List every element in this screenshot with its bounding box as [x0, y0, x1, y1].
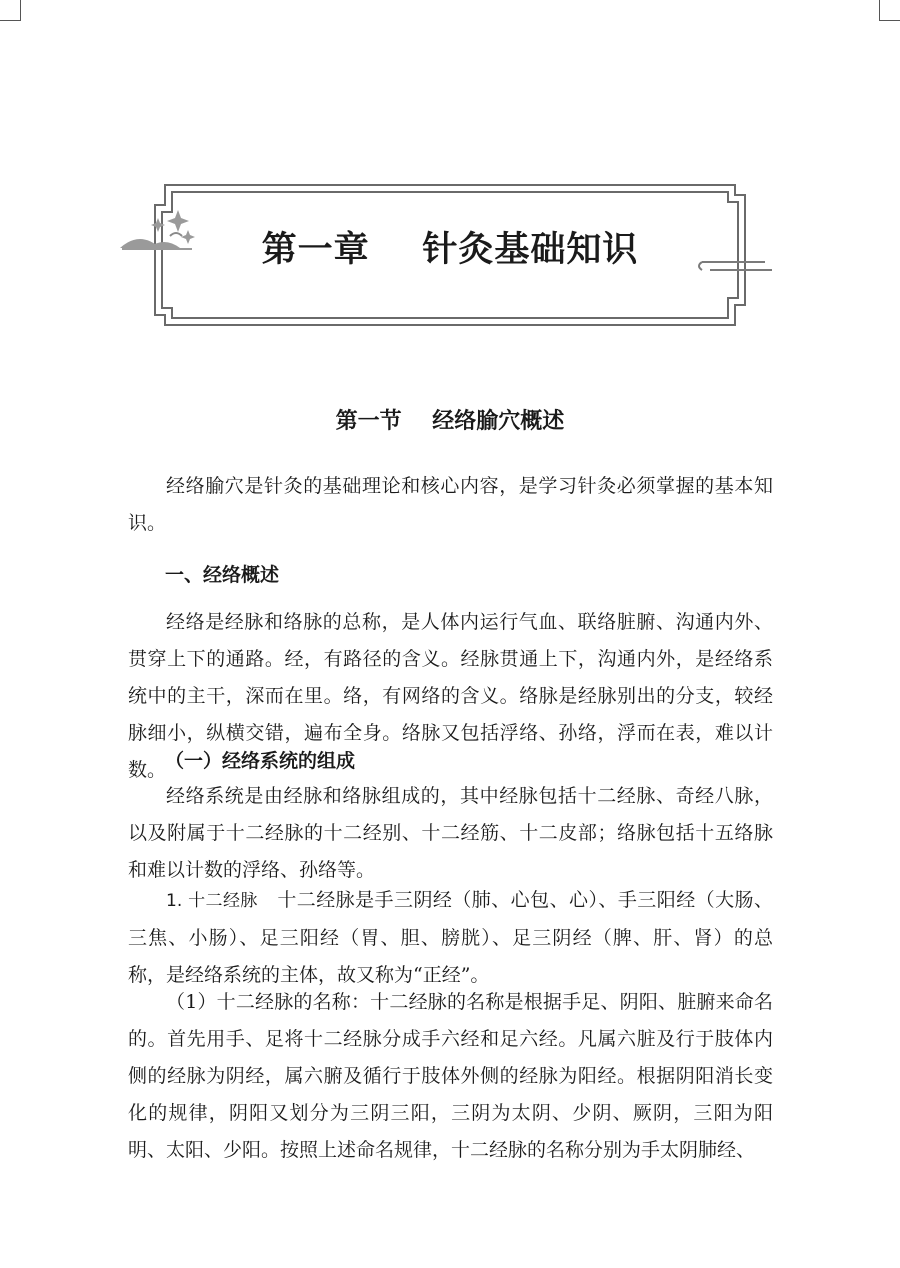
heading-meridian-overview: 一、经络概述: [165, 564, 280, 586]
paragraph-meridian-names: （1）十二经脉的名称：十二经脉的名称是根据手足、阴阳、脏腑来命名的。首先用手、足将十二经脉分成手六经和足六经。凡属六脏及行于肢体内侧的经脉为阴经，属六腑及循行于肢体外侧的经脉为阳经。根据阴阳消长变化的规律，阴阳又划分为三阴三阳，三阴为太阴、少阴、厥阴，三阳为阳明、太阳、少阳。按照上述命名规律，十二经脉的名称分别为手太阴肺经、: [128, 991, 773, 1161]
subheading-system-composition: （一）经络系统的组成: [165, 750, 356, 772]
crop-mark-left: [0, 0, 21, 21]
paragraph-twelve-meridians: [128, 882, 773, 994]
intro-paragraph: 经络腧穴是针灸的基础理论和核心内容，是学习针灸必须掌握的基本知识。: [128, 475, 773, 534]
paragraph-twelve-meridians-text: 十二经脉是手三阴经（肺、心包、心）、手三阳经（大肠、三焦、小肠）、足三阳经（胃、胆、膀胱）、足三阴经（脾、肝、肾）的总称，是经络系统的主体，故又称为“正经”。: [128, 889, 773, 986]
crop-mark-right: [879, 0, 900, 21]
chapter-title: 第一章 针灸基础知识: [261, 230, 639, 270]
paragraph-meridian-definition: 经络是经脉和络脉的总称，是人体内运行气血、联络脏腑、沟通内外、贯穿上下的通路。经，有路径的含义。经脉贯通上下，沟通内外，是经络系统中的主干，深而在里。络，有网络的含义。络脉是经脉别出的分支，较经脉细小，纵横交错，遍布全身。络脉又包括浮络、孙络，浮而在表，难以计数。: [128, 611, 773, 781]
term-label: 1. 十二经脉: [166, 891, 258, 911]
section-title: 第一节 经络腧穴概述: [335, 409, 565, 434]
paragraph-system-composition: 经络系统是由经脉和络脉组成的，其中经脉包括十二经脉、奇经八脉，以及附属于十二经脉的十二经别、十二经筋、十二皮部；络脉包括十五络脉和难以计数的浮络、孙络等。: [128, 785, 773, 881]
